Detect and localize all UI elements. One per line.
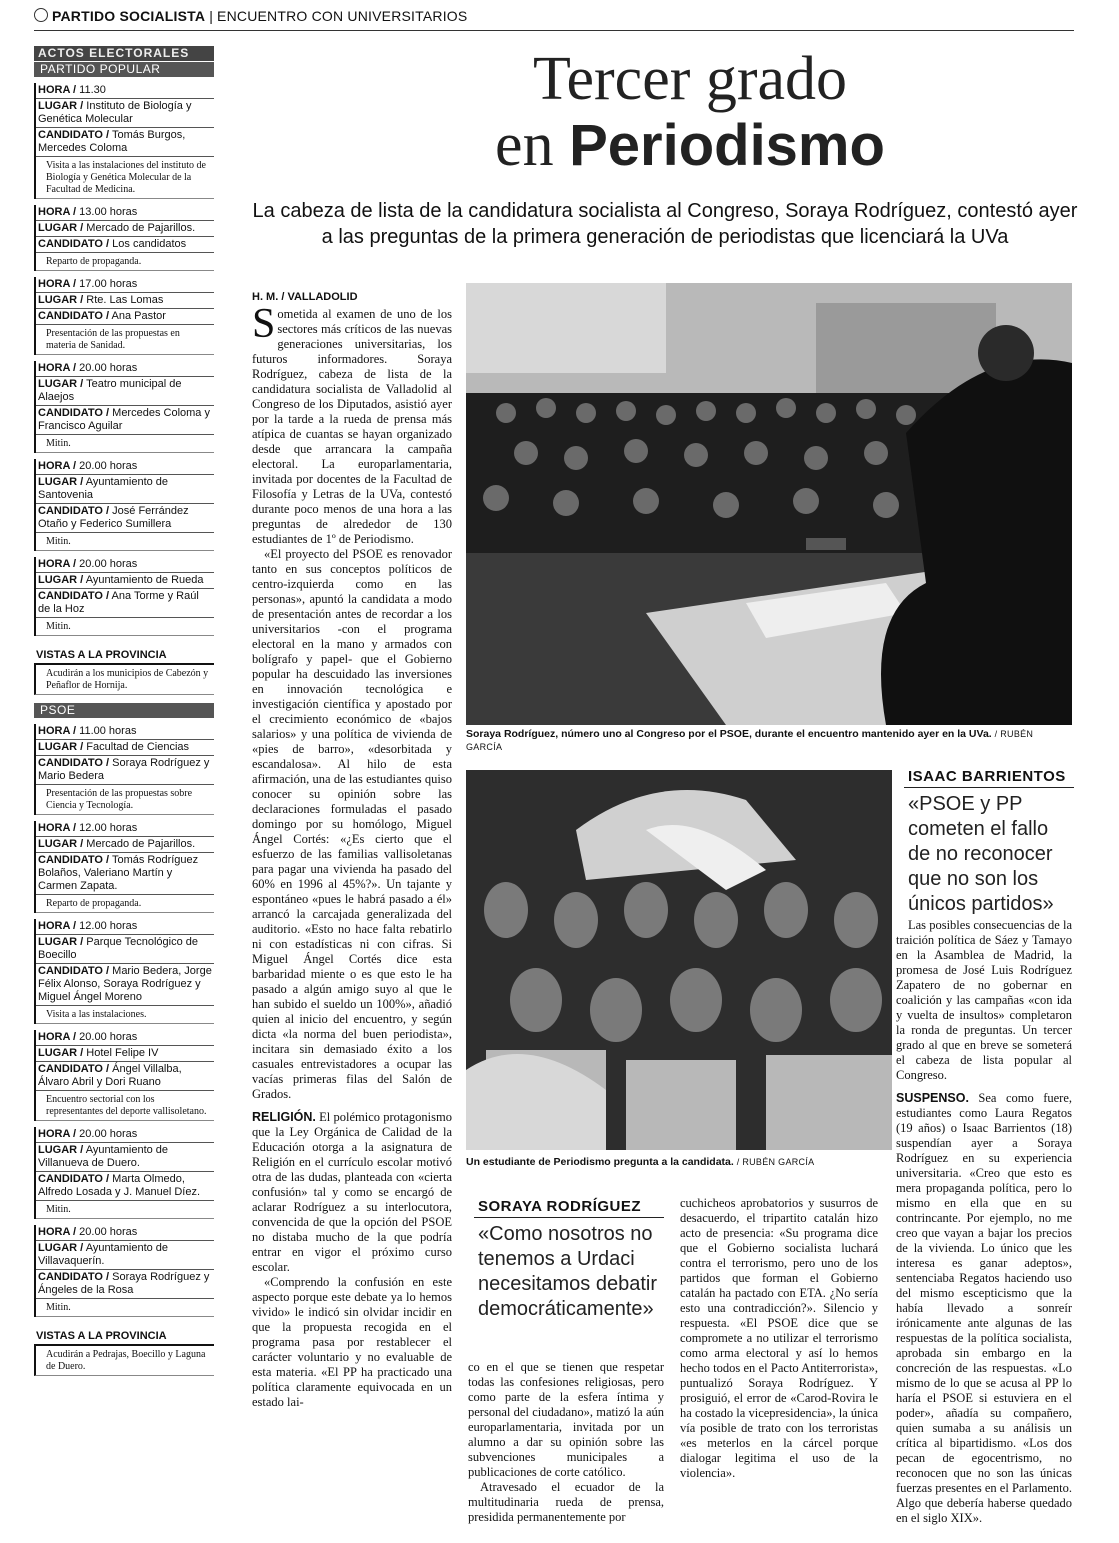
event-entry (34, 1225, 214, 1317)
event-entry (34, 919, 214, 1024)
paragraph: cuchicheos aprobatorios y susurros de desacuerdo, el tripartito catalán hizo acto de presencia: «Su programa dice que el Gobierno socialista luchará contra el terrorismo, pero uno de los partidos que forman el Gobierno catalán ha pactado con ETA. ¿No sería esto una contradicción?». Silencio y respuesta. «El PSOE dice que se compromete a no utilizar el terrorismo como arma electoral y así lo hemos hecho todos en el Pacto Antiterrorista», puntualizó Soraya Rodríguez. Y prosiguió, el error de «Carod-Rovira le ha costado la vicepresidencia», la única vía posible de trato con los terroristas «es meterlos en la cárcel porque dialogar legitima el uso de la violencia». (680, 1196, 878, 1480)
event-place-value: Instituto de Biología y Genética Molecular (38, 100, 192, 125)
event-candidate-value: Los candidatos (112, 238, 187, 250)
quote-author: SORAYA RODRÍGUEZ (474, 1196, 664, 1218)
event-time-label: HORA / (38, 206, 77, 218)
event-candidate-label: CANDIDATO / (38, 129, 110, 141)
event-place-label: LUGAR / (38, 1047, 84, 1059)
event-candidate (36, 1062, 214, 1091)
event-candidate (36, 756, 214, 785)
event-candidate (36, 406, 214, 435)
event-description: Presentación de las propuestas sobre Ciencia y Tecnología. (36, 785, 214, 815)
party-label-pp: PARTIDO POPULAR (34, 62, 214, 77)
event-candidate-value: Soraya Rodríguez y Ángeles de la Rosa (38, 1271, 210, 1296)
event-entry (34, 1127, 214, 1219)
photo-student-question (466, 770, 892, 1150)
event-place (36, 221, 214, 237)
article-column-3 (680, 1196, 878, 1541)
event-place-label: LUGAR / (38, 838, 84, 850)
event-candidate-value: Ángel Villalba, Álvaro Abril y Dori Ruano (38, 1063, 182, 1088)
event-entry (34, 459, 214, 551)
event-candidate (36, 1172, 214, 1201)
event-place (36, 99, 214, 128)
event-candidate-label: CANDIDATO / (38, 757, 110, 769)
event-time-label: HORA / (38, 362, 77, 374)
event-description: Reparto de propaganda. (36, 895, 214, 913)
event-entry (34, 724, 214, 815)
event-entry (34, 361, 214, 453)
event-time-value: 20.00 horas (79, 558, 138, 570)
header-separator: | (209, 8, 214, 24)
quote-text: «PSOE y PP cometen el fallo de no reconocer que no son los únicos partidos» (908, 793, 1054, 915)
event-time-label: HORA / (38, 460, 77, 472)
event-place (36, 573, 214, 589)
event-place (36, 837, 214, 853)
event-place-value: Facultad de Ciencias (86, 741, 190, 753)
event-place-value: Mercado de Pajarillos. (86, 838, 196, 850)
event-time (36, 1225, 214, 1241)
section-topic: ENCUENTRO CON UNIVERSITARIOS (217, 8, 468, 24)
event-place-value: Ayuntamiento de Villanueva de Duero. (38, 1144, 169, 1169)
event-time (36, 83, 214, 99)
event-candidate-value: José Ferrández Otaño y Federico Sumillera (38, 505, 189, 530)
event-time (36, 1030, 214, 1046)
event-entry (34, 205, 214, 271)
section-logo-icon (34, 8, 48, 22)
section-kicker: SUSPENSO. (896, 1091, 969, 1105)
event-candidate-label: CANDIDATO / (38, 590, 110, 602)
event-time-label: HORA / (38, 1226, 77, 1238)
photo-press-conference (466, 283, 1072, 725)
event-place-value: Hotel Felipe IV (86, 1047, 159, 1059)
event-time-value: 20.00 horas (79, 362, 138, 374)
event-candidate-value: Tomás Rodríguez Bolaños, Valeriano Martín y Carmen Zapata. (38, 854, 199, 892)
caption-text: Soraya Rodríguez, número uno al Congreso por el PSOE, durante el encuentro mantenido ayer en la UVa. (466, 728, 992, 740)
event-time-value: 11.00 horas (79, 725, 137, 737)
paragraph: «Comprendo la confusión en este aspecto porque este debate ya lo hemos vivido» le indicó sin olvidar incidir en que la propuesta recogida en el programa pasa por restablecer el carácter voluntario y no evaluable de esta materia. «El PP ha practicado una política claramente equivocada en un estado lai- (252, 1275, 452, 1409)
event-place (36, 475, 214, 504)
event-candidate-value: Tomás Burgos, Mercedes Coloma (38, 129, 186, 154)
event-time-label: HORA / (38, 558, 77, 570)
event-candidate (36, 504, 214, 533)
event-description: Encuentro sectorial con los representantes del deporte vallisoletano. (36, 1091, 214, 1121)
event-place-label: LUGAR / (38, 1144, 84, 1156)
event-place-label: LUGAR / (38, 741, 84, 753)
sidebar-title: ACTOS ELECTORALES (34, 46, 214, 61)
headline-line-1: Tercer grado (532, 45, 848, 113)
photo-caption-2 (466, 1156, 892, 1169)
paragraph: RELIGIÓN. El polémico protagonismo que la Ley Orgánica de Calidad de la Educación otorga a la asignatura de Religión en el currículo escolar motivó otra de las dudas, planteada con «cierta confusión» tal y como se encargó de aclarar Rodríguez a su interlocutora, convencida de que la opción del PSOE no distaba mucho de la que podría entrar en vigor el próximo curso escolar. (252, 1110, 452, 1274)
event-description: Reparto de propaganda. (36, 253, 214, 271)
province-heading: VISTAS A LA PROVINCIA (34, 1329, 214, 1346)
paragraph: Las posibles consecuencias de la traición política de Sáez y Tamayo en la Asamblea de Madrid, la promesa de José Luis Rodríguez Zapatero de no gobernar en coalición y las campañas «con ida y vuelta de insultos» completaron la ronda de preguntas. Un tercer grado al que en breve se someterá el cabeza de lista popular al Congreso. (896, 918, 1072, 1082)
event-candidate-value: Ana Pastor (111, 310, 166, 322)
photo-caption-1 (466, 728, 1072, 754)
event-description: Mitin. (36, 1299, 214, 1317)
event-time-value: 20.00 horas (79, 1128, 138, 1140)
event-candidate-label: CANDIDATO / (38, 1271, 110, 1283)
event-place-value: Ayuntamiento de Santovenia (38, 476, 169, 501)
photo-credit: / RUBÉN GARCÍA (466, 729, 1034, 752)
event-place (36, 377, 214, 406)
event-description: Visita a las instalaciones del instituto de Biología y Genética Molecular de la Facultad de Medicina. (36, 157, 214, 199)
event-candidate-label: CANDIDATO / (38, 407, 110, 419)
event-place-label: LUGAR / (38, 936, 84, 948)
event-description: Mitin. (36, 618, 214, 636)
event-time-label: HORA / (38, 278, 77, 290)
event-time (36, 1127, 214, 1143)
article-column-2 (468, 1360, 664, 1540)
event-entry (34, 1030, 214, 1121)
event-description: Presentación de las propuestas en materia de Sanidad. (36, 325, 214, 355)
electoral-events-sidebar (34, 46, 214, 1538)
event-candidate (36, 853, 214, 895)
event-candidate (36, 964, 214, 1006)
event-candidate-label: CANDIDATO / (38, 238, 110, 250)
event-place-value: Ayuntamiento de Rueda (85, 574, 204, 586)
event-candidate-value: Marta Olmedo, Alfredo Losada y J. Manuel Díez. (38, 1173, 201, 1198)
event-place (36, 1143, 214, 1172)
event-place-label: LUGAR / (38, 222, 84, 234)
paragraph: Sometida al examen de uno de los sectores más críticos de las nuevas generaciones universitarias, los futuros informadores. Soraya Rodríguez, cabeza de lista de la candidatura socialista de Valladolid al Congreso de los Diputados, asistió ayer por la tarde a la rueda de prensa más atípica de cuantas se hayan organizado desde que arrancara la campaña electoral. La europarlamentaria, invitada por docentes de la Facultad de Filosofía y Letras de la UVa, contestó durante poco menos de una hora a las preguntas de alrededor de 130 estudiantes de 1º de Periodismo. (252, 301, 452, 546)
event-place-label: LUGAR / (38, 1242, 84, 1254)
event-time-value: 12.00 horas (79, 920, 138, 932)
event-time-value: 20.00 horas (79, 1226, 138, 1238)
article-column-4 (896, 918, 1072, 1538)
event-candidate (36, 309, 214, 325)
article-column-1 (252, 290, 452, 1535)
event-time (36, 919, 214, 935)
event-time-label: HORA / (38, 1128, 77, 1140)
section-name: PARTIDO SOCIALISTA (52, 8, 206, 24)
headline-bold-word: Periodismo (569, 113, 885, 178)
event-description: Visita a las instalaciones. (36, 1006, 214, 1024)
event-time-value: 11.30 (79, 84, 106, 96)
event-time (36, 821, 214, 837)
paragraph: Atravesado el ecuador de la multitudinaria rueda de prensa, presidida permanentemente por (468, 1480, 664, 1524)
event-candidate-value: Mercedes Coloma y Francisco Aguilar (38, 407, 210, 432)
province-heading: VISTAS A LA PROVINCIA (34, 648, 214, 665)
pull-quote-isaac (904, 766, 1074, 921)
event-time-label: HORA / (38, 920, 77, 932)
event-place (36, 293, 214, 309)
event-candidate-label: CANDIDATO / (38, 505, 110, 517)
event-candidate-label: CANDIDATO / (38, 854, 110, 866)
event-time-label: HORA / (38, 822, 77, 834)
event-place-label: LUGAR / (38, 476, 84, 488)
event-place-label: LUGAR / (38, 294, 84, 306)
event-candidate-label: CANDIDATO / (38, 1063, 110, 1075)
event-time (36, 277, 214, 293)
event-time (36, 459, 214, 475)
section-kicker: RELIGIÓN. (252, 1110, 316, 1124)
event-candidate-value: Soraya Rodríguez y Mario Bedera (38, 757, 210, 782)
event-candidate-value: Ana Torme y Raúl de la Hoz (38, 590, 199, 615)
event-place-value: Parque Tecnológico de Boecillo (38, 936, 199, 961)
event-time (36, 557, 214, 573)
event-description: Mitin. (36, 533, 214, 551)
event-place (36, 1241, 214, 1270)
event-place (36, 935, 214, 964)
photo-credit: / RUBÉN GARCÍA (736, 1157, 815, 1167)
paragraph: SUSPENSO. Sea como fuere, estudiantes como Laura Regatos (19 años) o Isaac Barrientos (18) suspendían ayer a Soraya Rodríguez en su experiencia universitaria. «Creo que esto es mera propaganda política, pero lo mismo en ella que en su contrincante. Por ejemplo, no me creo que vayan a bajar los precios de la vivienda. Lo único que les interesa es ganar adeptos», sentenciaba Regatos haciendo uso del mismo escepticismo que la había llevado a sonreír irónicamente ante algunas de las respuestas de la política socialista, aprobada sin embargo en la concreción de las respuestas. «Lo mismo de lo que se acusa al PP lo haría el PSOE si estuviera en el poder», añadía su compañero, quien sumaba a su análisis un crítica al bipartidismo. «Los dos pecan de egocentrismo, no reconocen que no son las únicas fuerzas presentes en el Parlamento. Algo que debería haberse quedado en el siglo XIX». (896, 1091, 1072, 1525)
event-time-value: 20.00 horas (79, 460, 138, 472)
paragraph: co en el que se tienen que respetar todas las confesiones religiosas, pero como parte de la esfera íntima y personal del ciudadano», matizó la aún europarlamentaria, invitada por un alumno a dar su opinión sobre las subvenciones municipales a publicaciones de corte católico. (468, 1360, 664, 1479)
event-time-value: 20.00 horas (79, 1031, 138, 1043)
headline-line-2 (420, 112, 960, 179)
byline: H. M. / VALLADOLID (252, 291, 358, 303)
event-place-label: LUGAR / (38, 378, 84, 390)
event-place (36, 1046, 214, 1062)
event-time-label: HORA / (38, 725, 77, 737)
headline-prefix: en (495, 111, 570, 179)
event-time-label: HORA / (38, 1031, 77, 1043)
section-header (34, 8, 1074, 31)
event-description: Mitin. (36, 1201, 214, 1219)
event-candidate (36, 128, 214, 157)
psoe-province-visits (34, 1329, 214, 1376)
event-entry (34, 277, 214, 355)
party-label-psoe: PSOE (34, 703, 214, 718)
event-candidate (36, 589, 214, 618)
pp-events-list (34, 83, 214, 636)
event-candidate (36, 237, 214, 253)
event-place-label: LUGAR / (38, 574, 84, 586)
event-time (36, 361, 214, 377)
caption-text: Un estudiante de Periodismo pregunta a la candidata. (466, 1156, 734, 1168)
event-place (36, 740, 214, 756)
event-time (36, 724, 214, 740)
event-place-value: Teatro municipal de Alaejos (38, 378, 182, 403)
paragraph: «El proyecto del PSOE es renovador tanto en sus conceptos políticos de centro-izquierda como en las personas», apuntó la candidata a modo de presentación antes de recordar a los universitarios -con el programa electoral en la mano y armados con bolígrafo y papel- que el Gobierno popular ha descuidado las inversiones en innovación tecnológica e investigación científica y apostado por el crecimiento económico de «bajos salarios» y una política de vivienda de «pies de barro», «desorbitada y escandalosa». Al hilo de esta afirmación, una de las estudiantes quiso conocer su opinión sobre las declaraciones formuladas el pasado domingo por su homólogo, Miguel Ángel Cortés: «¿Es cierto que el esfuerzo de las familias vallisoletanas para pagar una vivienda ha pasado del 60% en 1996 al 45%?». Un tajante y espontáneo «pues le habrá pasado a él» arrancó la carcajada generalizada del auditorio. «Esto no hace falta rebatirlo ni con estadísticas ni con cifras. Si Miguel Ángel Cortés dice esta barbaridad miente o es que esto le ha pasado a algún amigo suyo al que le han subido el sueldo un 100%», añadió quien al inicio del encuentro, y según dicta «la norma del buen periodista», incitara sin demasiado éxito a los casuales entrevistadores a ocupar las vacías primeras filas del Salón de Grados. (252, 547, 452, 1101)
article-lead: La cabeza de lista de la candidatura socialista al Congreso, Soraya Rodríguez, contestó ayer a las preguntas de la primera generación de periodistas que licenciará la UVa (252, 200, 1078, 248)
province-description: Acudirán a Pedrajas, Boecillo y Laguna de Duero. (34, 1346, 214, 1376)
quote-author: ISAAC BARRIENTOS (904, 766, 1074, 788)
headline (420, 46, 960, 179)
event-place-label: LUGAR / (38, 100, 84, 112)
event-place-value: Rte. Las Lomas (86, 294, 164, 306)
event-entry (34, 83, 214, 199)
pull-quote-soraya (474, 1196, 664, 1326)
psoe-events-list (34, 724, 214, 1317)
event-entry (34, 557, 214, 636)
event-description: Mitin. (36, 435, 214, 453)
event-time-value: 12.00 horas (79, 822, 138, 834)
event-candidate-label: CANDIDATO / (38, 965, 110, 977)
event-candidate-label: CANDIDATO / (38, 1173, 110, 1185)
event-candidate (36, 1270, 214, 1299)
event-time-label: HORA / (38, 84, 77, 96)
pp-province-visits (34, 648, 214, 695)
drop-cap: S (252, 301, 276, 347)
event-candidate-label: CANDIDATO / (38, 310, 110, 322)
photo-image (466, 283, 1072, 725)
event-place-value: Ayuntamiento de Villavaquerín. (38, 1242, 169, 1267)
quote-text: «Como nosotros no tenemos a Urdaci necesitamos debatir democráticamente» (478, 1223, 657, 1320)
photo-image (466, 770, 892, 1150)
event-time (36, 205, 214, 221)
event-candidate-value: Mario Bedera, Jorge Félix Alonso, Soraya Rodríguez y Miguel Ángel Moreno (38, 965, 212, 1003)
event-entry (34, 821, 214, 913)
event-time-value: 17.00 horas (79, 278, 138, 290)
event-place-value: Mercado de Pajarillos. (86, 222, 196, 234)
event-time-value: 13.00 horas (79, 206, 138, 218)
province-description: Acudirán a los municipios de Cabezón y Peñaflor de Hornija. (34, 665, 214, 695)
